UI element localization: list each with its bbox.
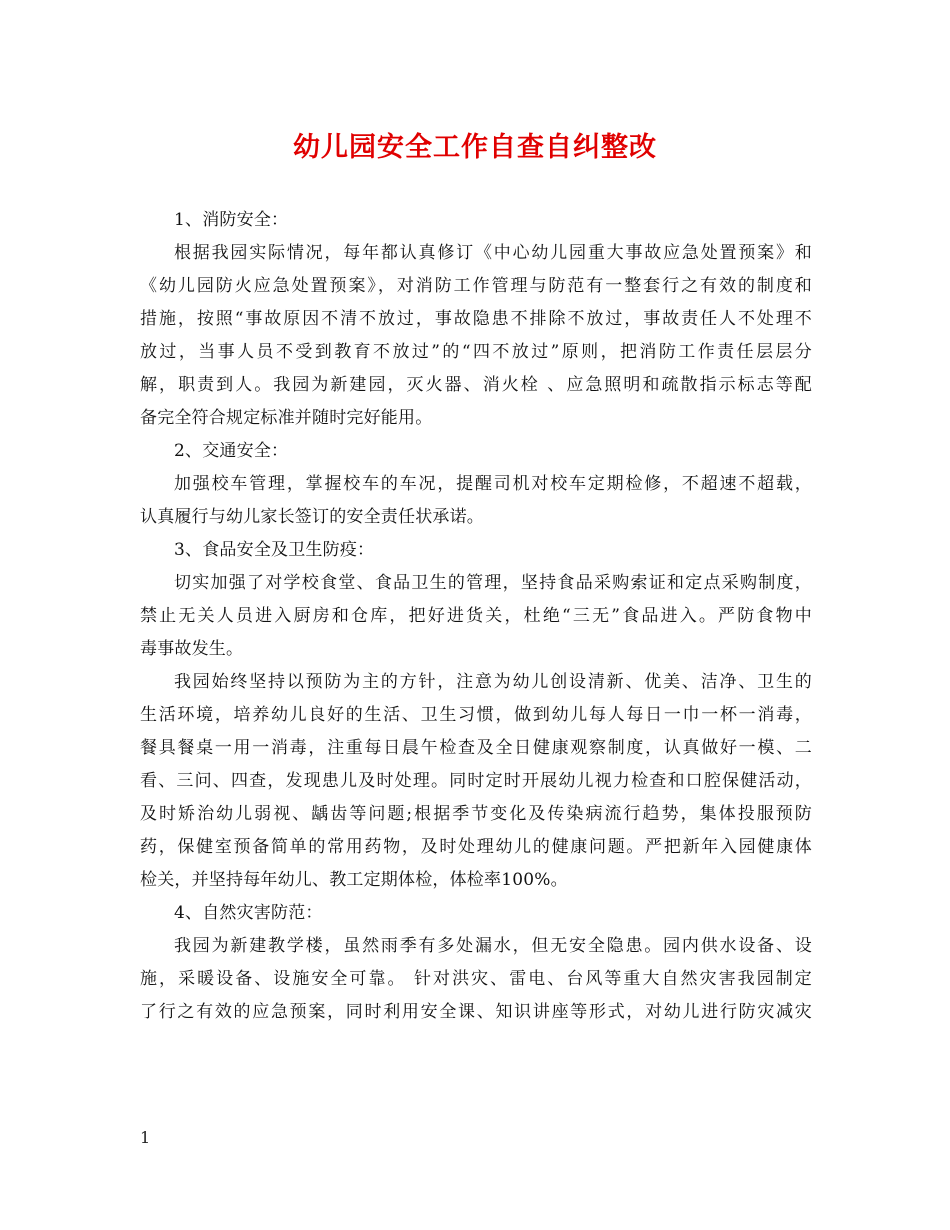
- page-number: 1: [140, 1128, 151, 1147]
- document-body: [140, 204, 812, 1029]
- body-text-line: 解，职责到人。我园为新建园，灭火器、消火栓 、应急照明和疏散指示标志等配: [140, 375, 812, 395]
- body-text-line: 措施，按照“事故原因不清不放过，事故隐患不排除不放过，事故责任人不处理不: [140, 309, 812, 329]
- body-text-line: 药，保健室预备简单的常用药物，及时处理幼儿的健康问题。严把新年入园健康体: [140, 837, 812, 857]
- body-text-line: 生活环境，培养幼儿良好的生活、卫生习惯，做到幼儿每人每日一巾一杯一消毒，: [140, 705, 812, 725]
- body-text-line: 检关，并坚持每年幼儿、教工定期体检，体检率100%。: [140, 870, 568, 890]
- body-text-line: 加强校车管理，掌握校车的车况，提醒司机对校车定期检修，不超速不超载，: [174, 474, 812, 494]
- body-text-line: 1、消防安全：: [174, 210, 289, 230]
- body-text-line: 《幼儿园防火应急处置预案》，对消防工作管理与防范有一整套行之有效的制度和: [140, 276, 812, 296]
- body-text-line: 备完全符合规定标准并随时完好能用。: [140, 408, 433, 428]
- body-text-line: 了行之有效的应急预案，同时利用安全课、知识讲座等形式，对幼儿进行防灾减灾: [140, 1002, 812, 1022]
- body-text-line: 我园为新建教学楼，虽然雨季有多处漏水，但无安全隐患。园内供水设备、设: [174, 936, 812, 956]
- body-text-line: 施，采暖设备、设施安全可靠。 针对洪灾、雷电、台风等重大自然灾害我园制定: [140, 969, 812, 989]
- body-text-line: 及时矫治幼儿弱视、龋齿等问题;根据季节变化及传染病流行趋势，集体投服预防: [140, 804, 812, 824]
- body-text-line: 切实加强了对学校食堂、食品卫生的管理，坚持食品采购索证和定点采购制度，: [174, 573, 812, 593]
- body-text-line: 根据我园实际情况，每年都认真修订《中心幼儿园重大事故应急处置预案》和: [174, 243, 812, 263]
- body-text-line: 我园始终坚持以预防为主的方针，注意为幼儿创设清新、优美、洁净、卫生的: [174, 672, 812, 692]
- body-text-line: 放过，当事人员不受到教育不放过”的“四不放过”原则，把消防工作责任层层分: [140, 342, 812, 362]
- body-text-line: 4、自然灾害防范：: [174, 903, 323, 923]
- document-title: 幼儿园安全工作自查自纠整改: [293, 132, 657, 163]
- body-text-line: 禁止无关人员进入厨房和仓库，把好进货关，杜绝“三无”食品进入。严防食物中: [140, 606, 812, 626]
- body-text-line: 看、三问、四查，发现患儿及时处理。同时定时开展幼儿视力检查和口腔保健活动，: [140, 771, 812, 791]
- body-text-line: 3、食品安全及卫生防疫：: [174, 540, 375, 560]
- body-text-line: 毒事故发生。: [140, 639, 244, 659]
- body-text-line: 2、交通安全：: [174, 441, 289, 461]
- body-text-line: 餐具餐桌一用一消毒，注重每日晨午检查及全日健康观察制度，认真做好一模、二: [140, 738, 812, 758]
- body-text-line: 认真履行与幼儿家长签订的安全责任状承诺。: [140, 507, 484, 527]
